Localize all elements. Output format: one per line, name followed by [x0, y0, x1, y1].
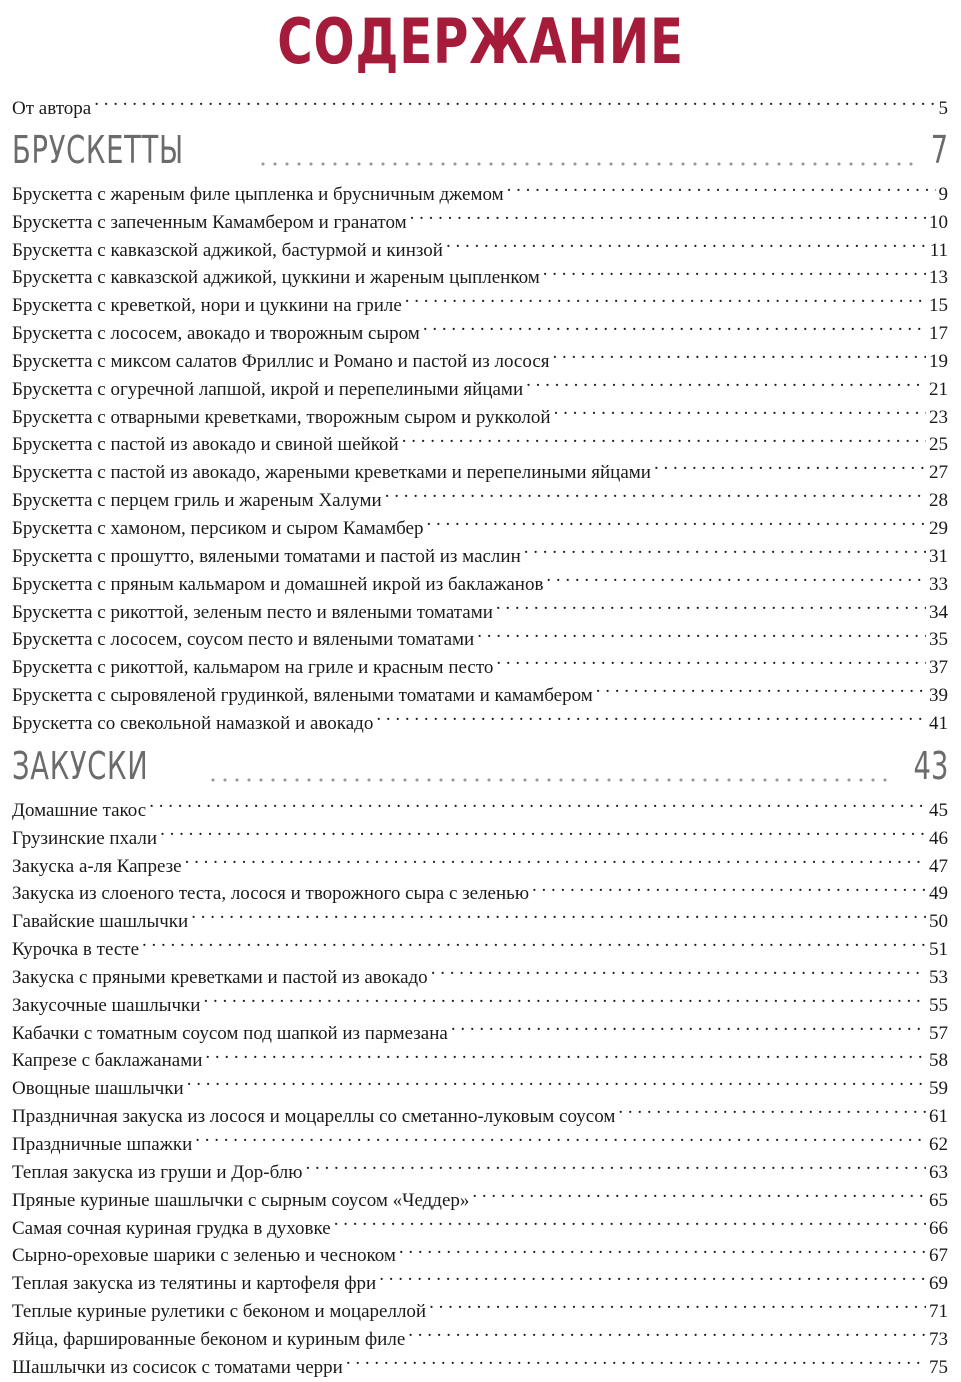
toc-entry-label: Праздничные шпажки — [12, 1133, 193, 1155]
section-page: 43 — [913, 744, 948, 788]
toc-entry-label: Домашние такос — [12, 799, 147, 821]
dot-leader — [385, 478, 926, 506]
dot-leader — [346, 1345, 926, 1373]
section-title: БРУСКЕТТЫ — [12, 128, 184, 172]
toc-entry-page: 25 — [929, 434, 948, 456]
toc-entry-label: Брускетта с запеченным Камамбером и гранатом — [12, 211, 407, 233]
dot-leader — [423, 311, 926, 339]
toc-entry-page: 29 — [929, 517, 948, 539]
toc-entry-label: Курочка в тесте — [12, 939, 140, 961]
toc-section-snacks — [12, 738, 948, 1378]
toc-entry-label: Брускетта с отварными креветками, творожным сыром и рукколой — [12, 406, 551, 428]
toc-entry-label: Брускетта с рикоттой, зеленым песто и вялеными томатами — [12, 601, 493, 623]
toc-entry-page: 17 — [929, 323, 948, 345]
toc-entry-label: Самая сочная куриная грудка в духовке — [12, 1217, 331, 1239]
dot-leader — [191, 899, 926, 927]
toc-entry-page: 49 — [929, 883, 948, 905]
dot-leader — [446, 228, 927, 256]
dot-leader — [532, 872, 926, 900]
toc-entry-label: Гавайские шашлычки — [12, 911, 189, 933]
toc-entry-page: 15 — [929, 295, 948, 317]
toc-entry-label: Брускетта с креветкой, нори и цуккини на гриле — [12, 295, 402, 317]
toc-entry-label: Брускетта с сыровяленой грудинкой, вялеными томатами и камамбером — [12, 685, 593, 707]
toc-entry-page: 27 — [929, 462, 948, 484]
toc-entry-page: 75 — [929, 1356, 948, 1378]
toc-entry-label: Закуска а-ля Капрезе — [12, 855, 182, 877]
toc-entry-page: 41 — [929, 712, 948, 734]
toc-entry-page: 71 — [929, 1301, 948, 1323]
toc-entry-label: Брускетта с жареным филе цыпленка и брусничным джемом — [12, 183, 504, 205]
toc-entry-page: 45 — [929, 799, 948, 821]
toc-entry-label: Брускетта с рикоттой, кальмаром на гриле и красным песто — [12, 657, 494, 679]
dot-leader — [142, 927, 926, 955]
toc-entry-page: 61 — [929, 1106, 948, 1128]
toc-entry-page: 13 — [929, 267, 948, 289]
toc-entry-page: 34 — [929, 601, 948, 623]
toc-entry-label: Кабачки с томатным соусом под шапкой из пармезана — [12, 1022, 448, 1044]
toc-entry-label: Брускетта с прошутто, вялеными томатами и пастой из маслин — [12, 545, 521, 567]
dot-leader — [618, 1094, 926, 1122]
toc-entry-page: 10 — [929, 211, 948, 233]
toc-entry-page: 55 — [929, 994, 948, 1016]
toc-entry-page: 62 — [929, 1133, 948, 1155]
dot-leader — [496, 590, 926, 618]
dot-leader — [524, 534, 926, 562]
section-title: ЗАКУСКИ — [12, 744, 149, 788]
toc-entry-label: Брускетта с хамоном, персиком и сыром Камамбер — [12, 517, 424, 539]
toc-entry-page: 39 — [929, 685, 948, 707]
toc-entry[interactable] — [12, 86, 948, 119]
dot-leader — [334, 1206, 926, 1234]
toc-section-bruschetta — [12, 122, 948, 734]
toc-entry-label: Закусочные шашлычки — [12, 994, 201, 1016]
toc-entry-label: Брускетта с миксом салатов Фриллис и Романо и пастой из лосося — [12, 350, 550, 372]
dot-leader — [185, 844, 926, 872]
toc-entry[interactable] — [12, 172, 948, 205]
toc-entry-page: 73 — [929, 1328, 948, 1350]
toc-entry-page: 59 — [929, 1078, 948, 1100]
dot-leader — [305, 1150, 926, 1178]
dot-leader — [451, 1011, 926, 1039]
toc-entry[interactable] — [12, 927, 948, 961]
toc-entry-label: Овощные шашлычки — [12, 1078, 184, 1100]
toc-entry-page: 31 — [929, 545, 948, 567]
dot-leader — [187, 1066, 926, 1094]
toc-entry-label: Шашлычки из сосисок с томатами черри — [12, 1356, 343, 1378]
section-heading[interactable] — [12, 122, 948, 172]
toc-entry[interactable] — [12, 788, 948, 821]
dot-leader — [526, 367, 926, 395]
section-page: 7 — [930, 128, 948, 172]
dot-leader — [94, 86, 935, 114]
dot-leader — [402, 423, 926, 451]
toc-entry-page: 47 — [929, 855, 948, 877]
toc-entry-page: 37 — [929, 657, 948, 679]
dot-leader — [496, 645, 926, 673]
toc-entry-label: Пряные куриные шашлычки с сырным соусом «Чеддер» — [12, 1189, 470, 1211]
section-heading[interactable] — [12, 738, 948, 788]
toc-entry-page: 57 — [929, 1022, 948, 1044]
toc-entry-page: 21 — [929, 378, 948, 400]
dot-leader — [427, 506, 927, 534]
toc-entry-page: 50 — [929, 911, 948, 933]
toc-entry[interactable] — [12, 816, 948, 849]
dot-leader — [596, 673, 926, 701]
dot-leader — [376, 701, 926, 729]
toc-entry-page: 23 — [929, 406, 948, 428]
dot-leader — [507, 172, 936, 200]
dot-leader — [472, 1178, 926, 1206]
toc-entry-page: 33 — [929, 573, 948, 595]
toc-entry-label: Праздничная закуска из лосося и моцареллы со сметанно-луковым соусом — [12, 1106, 616, 1128]
toc-entry-label: Брускетта с пастой из авокадо, жареными креветками и перепелиными яйцами — [12, 462, 651, 484]
toc-entry-label: Яйца, фаршированные беконом и куриным филе — [12, 1328, 406, 1350]
toc-entry-label: Капрезе с баклажанами — [12, 1050, 203, 1072]
dot-leader — [160, 816, 926, 844]
dot-leader — [410, 200, 926, 228]
toc-entry-page: 9 — [938, 183, 948, 205]
toc-entry-label: Закуска с пряными креветками и пастой из авокадо — [12, 966, 428, 988]
toc-entry-label: Брускетта с лососем, соусом песто и вялеными томатами — [12, 629, 475, 651]
toc-entry-label: Брускетта со свекольной намазкой и авокадо — [12, 712, 374, 734]
toc-entry-page: 65 — [929, 1189, 948, 1211]
dot-leader — [546, 562, 926, 590]
toc-entry-label: Брускетта с пастой из авокадо и свиной шейкой — [12, 434, 399, 456]
toc-entry-label: Теплая закуска из груши и Дор-блю — [12, 1161, 303, 1183]
dot-leader — [257, 138, 918, 168]
dot-leader — [205, 1039, 926, 1067]
toc-entry-label: Брускетта с пряным кальмаром и домашней икрой из баклажанов — [12, 573, 544, 595]
toc-entry-label: Грузинские пхали — [12, 827, 158, 849]
toc-entry-page: 35 — [929, 629, 948, 651]
dot-leader — [203, 983, 926, 1011]
toc-entry[interactable] — [12, 955, 948, 988]
dot-leader — [553, 339, 926, 367]
toc-entry-label: Теплая закуска из телятины и картофеля фри — [12, 1273, 377, 1295]
toc-entry-label: Теплые куриные рулетики с беконом и моцареллой — [12, 1301, 427, 1323]
toc-entry-page: 53 — [929, 966, 948, 988]
toc-entry-label: Брускетта с перцем гриль и жареным Халуми — [12, 490, 382, 512]
dot-leader — [399, 1234, 926, 1262]
dot-leader — [195, 1122, 926, 1150]
toc-entry-page: 28 — [929, 490, 948, 512]
toc-entry-label: От автора — [12, 97, 92, 119]
toc-entry-page: 66 — [929, 1217, 948, 1239]
dot-leader — [431, 955, 926, 983]
toc-entry-page: 51 — [929, 939, 948, 961]
toc-entry-page: 63 — [929, 1161, 948, 1183]
toc-entry-page: 69 — [929, 1273, 948, 1295]
toc-intro — [12, 86, 948, 119]
dot-leader — [149, 788, 926, 816]
dot-leader — [207, 754, 893, 784]
toc-entry-label: Закуска из слоеного теста, лосося и творожного сыра с зеленью — [12, 883, 530, 905]
toc-entry-label: Брускетта с огуречной лапшой, икрой и перепелиными яйцами — [12, 378, 524, 400]
toc-entry-label: Брускетта с кавказской аджикой, цуккини и жареным цыпленком — [12, 267, 540, 289]
toc-entry-page: 46 — [929, 827, 948, 849]
dot-leader — [554, 395, 926, 423]
toc-entry-page: 19 — [929, 350, 948, 372]
toc-entry-page: 5 — [938, 97, 948, 119]
dot-leader — [543, 256, 926, 284]
toc-entry-label: Брускетта с лососем, авокадо и творожным сыром — [12, 323, 420, 345]
toc-entry-page: 11 — [929, 239, 948, 261]
dot-leader — [654, 450, 926, 478]
dot-leader — [405, 283, 926, 311]
dot-leader — [408, 1317, 926, 1345]
toc-entry-page: 58 — [929, 1050, 948, 1072]
dot-leader — [379, 1261, 926, 1289]
dot-leader — [429, 1289, 926, 1317]
dot-leader — [477, 618, 926, 646]
page-title: СОДЕРЖАНИЕ — [277, 5, 684, 78]
toc-entry-label: Брускетта с кавказской аджикой, бастурмой и кинзой — [12, 239, 443, 261]
section-title-wrap — [12, 744, 201, 788]
toc-entry-page: 67 — [929, 1245, 948, 1267]
toc-entry-label: Сырно-ореховые шарики с зеленью и чесноком — [12, 1245, 396, 1267]
section-title-wrap — [12, 128, 251, 172]
